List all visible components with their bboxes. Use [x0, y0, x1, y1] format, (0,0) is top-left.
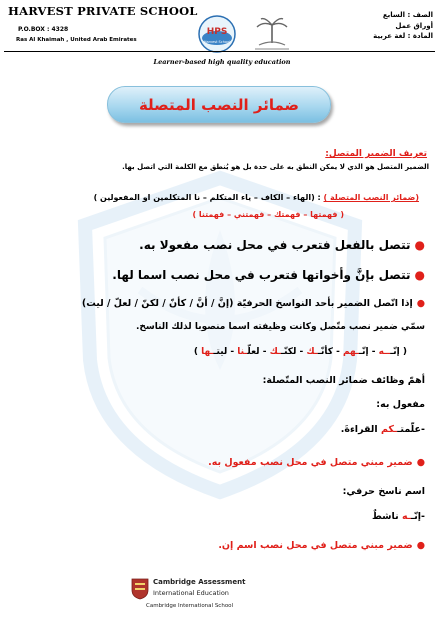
nawasikh-ex-stem: - لكنّـ	[281, 347, 307, 357]
bullet-icon: ●	[416, 457, 425, 468]
rule-inna	[15, 268, 425, 282]
hps-logo-subtext: Harvest School	[203, 40, 231, 44]
lesson-title-text: ضمائر النصب المتصلة	[138, 95, 300, 114]
pronouns-line	[9, 193, 419, 202]
maful-parsing	[25, 457, 425, 468]
definition-heading: تعريف الضمير المتصل:	[325, 149, 427, 159]
header-divider	[4, 51, 435, 52]
nawasikh-ex-suffix: ـك	[306, 347, 318, 357]
cambridge-line2: International Education	[153, 589, 229, 597]
shield-watermark-icon	[70, 170, 370, 500]
nawasikh-ex-suffix: ــه	[378, 347, 391, 357]
nasikh-ex-stem: -إنّـ	[410, 511, 425, 522]
school-address: Ras Al Khaimah , United Arab Emirates	[16, 37, 137, 43]
bullet-icon: ●	[416, 540, 425, 551]
nawasikh-ex-suffix: ـك	[269, 347, 282, 357]
rule-nawasikh-continued: سمّي ضمير نصب متّصل وكانت وظيفته اسما منصوبا لذلك الناسخ.	[135, 322, 425, 332]
nasikh-ex-suffix: ـه	[401, 511, 411, 522]
nawasikh-examples	[7, 347, 407, 357]
cambridge-school-line: Cambridge International School	[146, 603, 234, 609]
school-name: HARVEST PRIVATE SCHOOL	[8, 4, 198, 18]
maful-ex-suffix: ـكم	[380, 424, 398, 435]
nasikh-label: اسم ناسخ حرفي:	[342, 486, 425, 497]
bullet-icon: ●	[416, 298, 425, 309]
nawasikh-ex-stem: - كأنّـ	[317, 347, 343, 357]
rule-verb-text: تتصل بالفعل فتعرب في محل نصب مفعولا به.	[139, 238, 411, 252]
maful-ex-rest: القراءةَ.	[340, 424, 381, 435]
nawasikh-ex-stem: - إنّـ	[359, 347, 379, 357]
nawasikh-ex-suffix: ـهم	[342, 347, 360, 357]
maful-parsing-text: ضمير مبني متصل في محل نصب مفعول به.	[208, 457, 413, 468]
school-tagline: Learner-based high quality education	[153, 58, 291, 66]
cambridge-line1: Cambridge Assessment	[153, 578, 246, 586]
palm-emblem-icon	[251, 13, 293, 53]
rule-nawasikh	[15, 298, 425, 309]
maful-label: مفعول به:	[376, 399, 425, 410]
nawasikh-ex-suffix: ـنا	[237, 347, 248, 357]
lesson-title	[107, 86, 331, 123]
nawasikh-ex-open: ( إنّـ	[390, 347, 407, 357]
nasikh-example	[372, 511, 425, 522]
definition-text: الضمير المتصل هو الذي لا يمكن النطق به على حدة بل هو يُنطق مع الكلمة التي اتصل بها.	[122, 163, 429, 171]
nasikh-ex-rest: ناشطٌ	[372, 511, 402, 522]
nasikh-parsing	[25, 540, 425, 551]
school-pobox: P.O.BOX : 4328	[18, 26, 69, 33]
maful-example	[341, 424, 425, 435]
hps-logo-text: HPS	[206, 27, 228, 37]
worksheet-label: أوراق عمل	[395, 21, 433, 30]
subject-label: المادة : لغة عربية	[373, 32, 433, 40]
rule-verb	[15, 238, 425, 252]
nawasikh-ex-suffix: ـها	[201, 347, 214, 357]
bullet-icon: ●	[414, 238, 425, 252]
bullet-icon: ●	[414, 268, 425, 282]
maful-ex-stem: -علّمتـ	[397, 424, 425, 435]
pronouns-list: : (الهاء – الكاف – ياء المتكلم – نا المتكلمين او المفعولين )	[93, 193, 321, 202]
nawasikh-ex-stem: - لعلّ	[247, 347, 270, 357]
rule-nawasikh-text: إذا اتّصل الضمير بأحد النواسخ الحرفيّة (إنَّ / أنَّ / كأنّ / لكنّ / لعلّ / ليت)	[81, 298, 413, 309]
pronouns-examples: ( فهمتها – فهمتك – فهمتني – فهمتنا )	[192, 210, 344, 219]
header-info	[373, 10, 433, 42]
nawasikh-ex-stem: - ليتـ	[213, 347, 238, 357]
functions-heading: أهمّ وظائف ضمائر النصب المتّصلة:	[262, 375, 425, 386]
rule-inna-text: تتصل بإنَّ وأخواتها فتعرب في محل نصب اسما لها.	[112, 268, 411, 282]
nasikh-parsing-text: ضمير مبني متصل في محل نصب اسم إن.	[218, 540, 413, 551]
pronouns-label: (ضمائر النصب المتصلة )	[323, 193, 419, 202]
nawasikh-ex-close: )	[193, 347, 202, 357]
cambridge-crest-icon	[131, 578, 149, 600]
grade-label: الصف : السابع	[382, 11, 433, 19]
hps-logo-icon	[197, 14, 237, 54]
